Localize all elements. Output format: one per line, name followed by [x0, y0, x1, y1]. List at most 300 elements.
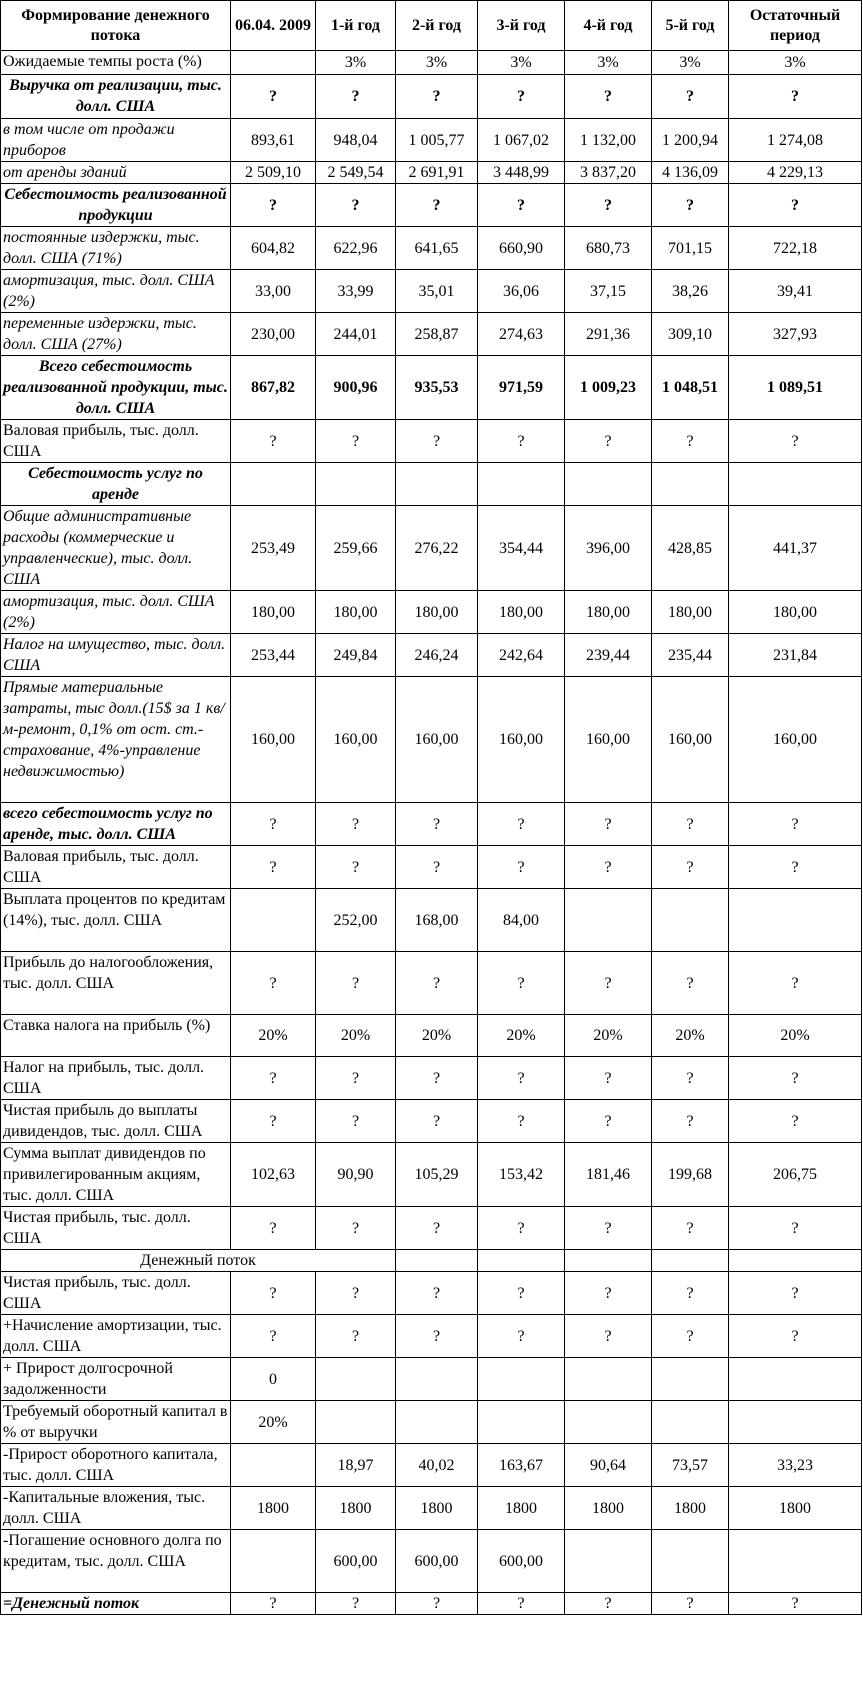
row-label: переменные издержки, тыс. долл. США (27%): [1, 313, 231, 356]
table-cell: ?: [729, 1593, 862, 1615]
row-label: Требуемый оборотный капитал в % от выручки: [1, 1401, 231, 1444]
table-cell: [565, 463, 652, 506]
table-cell: 73,57: [652, 1444, 729, 1487]
table-cell: ?: [729, 1100, 862, 1143]
table-cell: 441,37: [729, 506, 862, 591]
table-cell: ?: [316, 803, 396, 846]
table-cell: ?: [652, 1593, 729, 1615]
table-cell: 1 067,02: [478, 119, 565, 162]
table-cell: 20%: [565, 1015, 652, 1057]
table-cell: ?: [396, 1315, 478, 1358]
table-cell: [652, 463, 729, 506]
table-cell: [652, 1358, 729, 1401]
row-label: Чистая прибыль до выплаты дивидендов, тыс. долл. США: [1, 1100, 231, 1143]
row-label: Валовая прибыль, тыс. долл. США: [1, 420, 231, 463]
table-cell: ?: [729, 1315, 862, 1358]
table-cell: ?: [729, 1207, 862, 1250]
table-cell: [729, 463, 862, 506]
table-cell: 1 089,51: [729, 356, 862, 420]
table-cell: [729, 1530, 862, 1593]
table-cell: ?: [231, 1207, 316, 1250]
table-row: [1, 889, 862, 952]
table-cell: ?: [478, 1272, 565, 1315]
table-cell: 3%: [396, 51, 478, 75]
table-cell: 235,44: [652, 634, 729, 677]
table-cell: ?: [652, 1207, 729, 1250]
table-cell: 160,00: [652, 677, 729, 803]
table-row: [1, 591, 862, 634]
row-label: всего себестоимость услуг по аренде, тыс. долл. США: [1, 803, 231, 846]
table-cell: ?: [729, 952, 862, 1015]
table-cell: 244,01: [316, 313, 396, 356]
table-cell: [652, 1401, 729, 1444]
table-cell: 0: [231, 1358, 316, 1401]
table-cell: 160,00: [316, 677, 396, 803]
row-label: Выручка от реализации, тыс. долл. США: [1, 75, 231, 119]
table-cell: 180,00: [396, 591, 478, 634]
table-cell: ?: [316, 1272, 396, 1315]
table-cell: 38,26: [652, 270, 729, 313]
table-row: [1, 75, 862, 119]
table-cell: 4 229,13: [729, 162, 862, 184]
table-cell: 160,00: [729, 677, 862, 803]
table-cell: 722,18: [729, 227, 862, 270]
table-cell: 1800: [316, 1487, 396, 1530]
table-cell: ?: [316, 1593, 396, 1615]
table-cell: [478, 1358, 565, 1401]
table-cell: 40,02: [396, 1444, 478, 1487]
table-cell: ?: [652, 846, 729, 889]
table-cell: 199,68: [652, 1143, 729, 1207]
header-cell: Остаточный период: [729, 1, 862, 51]
table-cell: [316, 463, 396, 506]
table-cell: ?: [478, 803, 565, 846]
table-cell: 163,67: [478, 1444, 565, 1487]
table-cell: 276,22: [396, 506, 478, 591]
table-cell: 935,53: [396, 356, 478, 420]
table-cell: ?: [478, 846, 565, 889]
table-cell: 354,44: [478, 506, 565, 591]
table-row: [1, 803, 862, 846]
table-cell: ?: [231, 1057, 316, 1100]
table-cell: 90,64: [565, 1444, 652, 1487]
table-cell: ?: [231, 75, 316, 119]
table-cell: ?: [231, 803, 316, 846]
table-cell: [565, 1401, 652, 1444]
table-cell: 327,93: [729, 313, 862, 356]
table-cell: ?: [652, 803, 729, 846]
table-cell: 1 009,23: [565, 356, 652, 420]
table-cell: 180,00: [478, 591, 565, 634]
table-cell: 900,96: [316, 356, 396, 420]
table-cell: 18,97: [316, 1444, 396, 1487]
table-cell: 2 509,10: [231, 162, 316, 184]
header-cell: Формирование денежного потока: [1, 1, 231, 51]
table-cell: 641,65: [396, 227, 478, 270]
table-cell: 20%: [729, 1015, 862, 1057]
table-row: [1, 1315, 862, 1358]
table-cell: 2 549,54: [316, 162, 396, 184]
table-cell: ?: [478, 1100, 565, 1143]
table-cell: ?: [231, 1593, 316, 1615]
table-row: [1, 1358, 862, 1401]
table-cell: ?: [316, 75, 396, 119]
table-cell: 39,41: [729, 270, 862, 313]
table-cell: ?: [652, 1057, 729, 1100]
table-cell: 230,00: [231, 313, 316, 356]
table-cell: 3 837,20: [565, 162, 652, 184]
row-label: Общие административные расходы (коммерческие и управленческие), тыс. долл. США: [1, 506, 231, 591]
table-cell: 680,73: [565, 227, 652, 270]
row-label: -Капитальные вложения, тыс. долл. США: [1, 1487, 231, 1530]
table-row: [1, 1100, 862, 1143]
table-cell: ?: [729, 75, 862, 119]
table-row: [1, 506, 862, 591]
table-cell: 231,84: [729, 634, 862, 677]
table-cell: 1800: [396, 1487, 478, 1530]
table-cell: [231, 51, 316, 75]
table-cell: ?: [565, 1272, 652, 1315]
table-row: [1, 162, 862, 184]
table-cell: [729, 1250, 862, 1272]
table-cell: ?: [316, 952, 396, 1015]
table-row: [1, 1530, 862, 1593]
header-cell: 5-й год: [652, 1, 729, 51]
table-cell: ?: [478, 420, 565, 463]
row-label: постоянные издержки, тыс. долл. США (71%): [1, 227, 231, 270]
row-label: Валовая прибыль, тыс. долл. США: [1, 846, 231, 889]
row-label: Ставка налога на прибыль (%): [1, 1015, 231, 1057]
table-cell: [231, 889, 316, 952]
table-cell: [478, 1250, 565, 1272]
row-label: Чистая прибыль, тыс. долл. США: [1, 1207, 231, 1250]
table-cell: 1800: [729, 1487, 862, 1530]
table-cell: 396,00: [565, 506, 652, 591]
table-row: [1, 463, 862, 506]
table-cell: ?: [396, 184, 478, 227]
table-cell: ?: [396, 803, 478, 846]
table-cell: ?: [729, 420, 862, 463]
table-cell: 1 132,00: [565, 119, 652, 162]
row-label: от аренды зданий: [1, 162, 231, 184]
table-cell: 291,36: [565, 313, 652, 356]
table-cell: 206,75: [729, 1143, 862, 1207]
table-row: [1, 1272, 862, 1315]
table-cell: 948,04: [316, 119, 396, 162]
table-cell: 1800: [652, 1487, 729, 1530]
table-cell: ?: [729, 184, 862, 227]
table-cell: [478, 463, 565, 506]
row-label: Налог на имущество, тыс. долл. США: [1, 634, 231, 677]
table-cell: ?: [729, 1057, 862, 1100]
table-cell: ?: [396, 75, 478, 119]
table-cell: 160,00: [565, 677, 652, 803]
table-cell: ?: [565, 184, 652, 227]
table-cell: 20%: [231, 1401, 316, 1444]
table-cell: ?: [231, 952, 316, 1015]
table-cell: ?: [316, 846, 396, 889]
row-label: амортизация, тыс. долл. США (2%): [1, 270, 231, 313]
table-cell: ?: [478, 952, 565, 1015]
row-label: Прямые материальные затраты, тыс долл.(15$ за 1 кв/м-ремонт, 0,1% от ост. ст.-страхование, 4%-управление недвижимостью): [1, 677, 231, 803]
table-cell: ?: [231, 184, 316, 227]
row-label: Ожидаемые темпы роста (%): [1, 51, 231, 75]
table-cell: ?: [478, 1593, 565, 1615]
table-cell: 660,90: [478, 227, 565, 270]
table-cell: 105,29: [396, 1143, 478, 1207]
table-cell: 259,66: [316, 506, 396, 591]
table-row: [1, 1487, 862, 1530]
table-cell: 1 048,51: [652, 356, 729, 420]
table-cell: ?: [729, 803, 862, 846]
row-label: Налог на прибыль, тыс. долл. США: [1, 1057, 231, 1100]
table-cell: 258,87: [396, 313, 478, 356]
table-cell: 37,15: [565, 270, 652, 313]
row-label: в том числе от продажи приборов: [1, 119, 231, 162]
table-cell: 600,00: [316, 1530, 396, 1593]
table-cell: 971,59: [478, 356, 565, 420]
table-cell: [231, 1530, 316, 1593]
table-cell: ?: [565, 1207, 652, 1250]
row-label: Всего себестоимость реализованной продукции, тыс. долл. США: [1, 356, 231, 420]
table-cell: ?: [565, 803, 652, 846]
table-cell: 180,00: [565, 591, 652, 634]
table-cell: 3%: [316, 51, 396, 75]
table-cell: ?: [652, 184, 729, 227]
table-cell: 90,90: [316, 1143, 396, 1207]
table-row: [1, 1207, 862, 1250]
table-cell: 604,82: [231, 227, 316, 270]
table-cell: 20%: [231, 1015, 316, 1057]
table-cell: 3%: [652, 51, 729, 75]
table-cell: [316, 1358, 396, 1401]
table-cell: 84,00: [478, 889, 565, 952]
table-cell: 20%: [316, 1015, 396, 1057]
table-cell: 249,84: [316, 634, 396, 677]
table-cell: 168,00: [396, 889, 478, 952]
table-cell: 309,10: [652, 313, 729, 356]
table-cell: 1 274,08: [729, 119, 862, 162]
table-cell: ?: [652, 1272, 729, 1315]
table-cell: 180,00: [729, 591, 862, 634]
table-cell: ?: [396, 846, 478, 889]
table-cell: ?: [729, 1272, 862, 1315]
table-cell: 4 136,09: [652, 162, 729, 184]
table-row: [1, 952, 862, 1015]
table-cell: 180,00: [316, 591, 396, 634]
table-cell: [729, 1401, 862, 1444]
table-cell: ?: [652, 952, 729, 1015]
table-cell: 153,42: [478, 1143, 565, 1207]
table-cell: ?: [396, 420, 478, 463]
table-cell: 181,46: [565, 1143, 652, 1207]
table-cell: 274,63: [478, 313, 565, 356]
row-label: Сумма выплат дивидендов по привилегированным акциям, тыс. долл. США: [1, 1143, 231, 1207]
table-cell: ?: [478, 1207, 565, 1250]
row-label: Выплата процентов по кредитам (14%), тыс. долл. США: [1, 889, 231, 952]
table-cell: [729, 1358, 862, 1401]
table-cell: ?: [231, 1272, 316, 1315]
table-cell: 1 200,94: [652, 119, 729, 162]
table-row: [1, 420, 862, 463]
table-cell: 600,00: [396, 1530, 478, 1593]
table-row: [1, 184, 862, 227]
table-cell: 3 448,99: [478, 162, 565, 184]
header-cell: 1-й год: [316, 1, 396, 51]
table-cell: ?: [565, 1593, 652, 1615]
table-cell: ?: [396, 1100, 478, 1143]
table-cell: 102,63: [231, 1143, 316, 1207]
table-cell: ?: [652, 420, 729, 463]
table-cell: [652, 1250, 729, 1272]
table-cell: 20%: [652, 1015, 729, 1057]
table-header-row: [1, 1, 862, 51]
row-label: амортизация, тыс. долл. США (2%): [1, 591, 231, 634]
table-row: [1, 356, 862, 420]
table-cell: [396, 1401, 478, 1444]
table-cell: ?: [565, 846, 652, 889]
table-cell: [396, 1250, 478, 1272]
table-cell: [565, 1358, 652, 1401]
table-cell: ?: [316, 1100, 396, 1143]
row-label: Прибыль до налогообложения, тыс. долл. США: [1, 952, 231, 1015]
table-cell: 35,01: [396, 270, 478, 313]
table-row: [1, 1250, 862, 1272]
table-row: [1, 1593, 862, 1615]
table-cell: 246,24: [396, 634, 478, 677]
table-cell: 36,06: [478, 270, 565, 313]
table-row: [1, 1401, 862, 1444]
table-cell: ?: [478, 75, 565, 119]
table-row: [1, 846, 862, 889]
table-cell: 2 691,91: [396, 162, 478, 184]
table-cell: 1 005,77: [396, 119, 478, 162]
table-row: [1, 1444, 862, 1487]
table-cell: 252,00: [316, 889, 396, 952]
table-cell: ?: [565, 1315, 652, 1358]
table-cell: ?: [231, 1100, 316, 1143]
table-row: [1, 677, 862, 803]
table-row: [1, 51, 862, 75]
table-cell: ?: [316, 1315, 396, 1358]
table-row: [1, 119, 862, 162]
row-label: Себестоимость реализованной продукции: [1, 184, 231, 227]
table-row: [1, 227, 862, 270]
table-cell: ?: [652, 75, 729, 119]
table-cell: ?: [652, 1315, 729, 1358]
row-label: + Прирост долгосрочной задолженности: [1, 1358, 231, 1401]
table-cell: [565, 1530, 652, 1593]
table-cell: ?: [565, 952, 652, 1015]
table-cell: ?: [396, 952, 478, 1015]
table-cell: ?: [396, 1057, 478, 1100]
table-cell: 1800: [565, 1487, 652, 1530]
table-cell: 160,00: [396, 677, 478, 803]
header-cell: 06.04. 2009: [231, 1, 316, 51]
table-cell: [396, 1358, 478, 1401]
table-row: [1, 1057, 862, 1100]
table-cell: 180,00: [652, 591, 729, 634]
table-cell: ?: [396, 1207, 478, 1250]
table-cell: ?: [231, 846, 316, 889]
table-cell: ?: [231, 420, 316, 463]
table-cell: 428,85: [652, 506, 729, 591]
table-cell: ?: [316, 420, 396, 463]
table-cell: 33,00: [231, 270, 316, 313]
table-cell: 180,00: [231, 591, 316, 634]
table-cell: 253,44: [231, 634, 316, 677]
table-cell: ?: [231, 1315, 316, 1358]
table-cell: ?: [478, 1315, 565, 1358]
table-cell: 160,00: [478, 677, 565, 803]
table-cell: [729, 889, 862, 952]
table-row: [1, 1015, 862, 1057]
table-cell: 622,96: [316, 227, 396, 270]
table-cell: 3%: [478, 51, 565, 75]
table-cell: 33,23: [729, 1444, 862, 1487]
table-cell: [231, 1444, 316, 1487]
table-cell: ?: [396, 1272, 478, 1315]
row-label: =Денежный поток: [1, 1593, 231, 1615]
table-cell: 1800: [478, 1487, 565, 1530]
table-cell: ?: [565, 1100, 652, 1143]
table-row: [1, 270, 862, 313]
table-cell: ?: [652, 1100, 729, 1143]
table-cell: [565, 1250, 652, 1272]
table-cell: 20%: [396, 1015, 478, 1057]
header-cell: 4-й год: [565, 1, 652, 51]
table-row: [1, 1143, 862, 1207]
table-cell: 867,82: [231, 356, 316, 420]
table-cell: [396, 463, 478, 506]
row-label: Себестоимость услуг по аренде: [1, 463, 231, 506]
row-label: Чистая прибыль, тыс. долл. США: [1, 1272, 231, 1315]
table-cell: 1800: [231, 1487, 316, 1530]
table-cell: 701,15: [652, 227, 729, 270]
row-label: +Начисление амортизации, тыс. долл. США: [1, 1315, 231, 1358]
table-cell: 893,61: [231, 119, 316, 162]
row-label: -Погашение основного долга по кредитам, тыс. долл. США: [1, 1530, 231, 1593]
table-cell: ?: [396, 1593, 478, 1615]
table-row: [1, 634, 862, 677]
table-cell: [652, 889, 729, 952]
table-cell: ?: [565, 420, 652, 463]
table-cell: 20%: [478, 1015, 565, 1057]
table-body: [1, 51, 862, 1615]
table-cell: 253,49: [231, 506, 316, 591]
table-cell: 239,44: [565, 634, 652, 677]
table-cell: [316, 1401, 396, 1444]
table-cell: 160,00: [231, 677, 316, 803]
table-cell: ?: [565, 75, 652, 119]
table-cell: [231, 463, 316, 506]
table-cell: [565, 889, 652, 952]
header-cell: 3-й год: [478, 1, 565, 51]
table-cell: 33,99: [316, 270, 396, 313]
table-cell: 242,64: [478, 634, 565, 677]
table-cell: 3%: [565, 51, 652, 75]
table-cell: ?: [316, 1057, 396, 1100]
table-row: [1, 313, 862, 356]
header-cell: 2-й год: [396, 1, 478, 51]
table-cell: ?: [565, 1057, 652, 1100]
table-cell: ?: [478, 184, 565, 227]
row-label: -Прирост оборотного капитала, тыс. долл. США: [1, 1444, 231, 1487]
table-cell: ?: [316, 184, 396, 227]
table-cell: 3%: [729, 51, 862, 75]
table-cell: 600,00: [478, 1530, 565, 1593]
table-cell: [652, 1530, 729, 1593]
